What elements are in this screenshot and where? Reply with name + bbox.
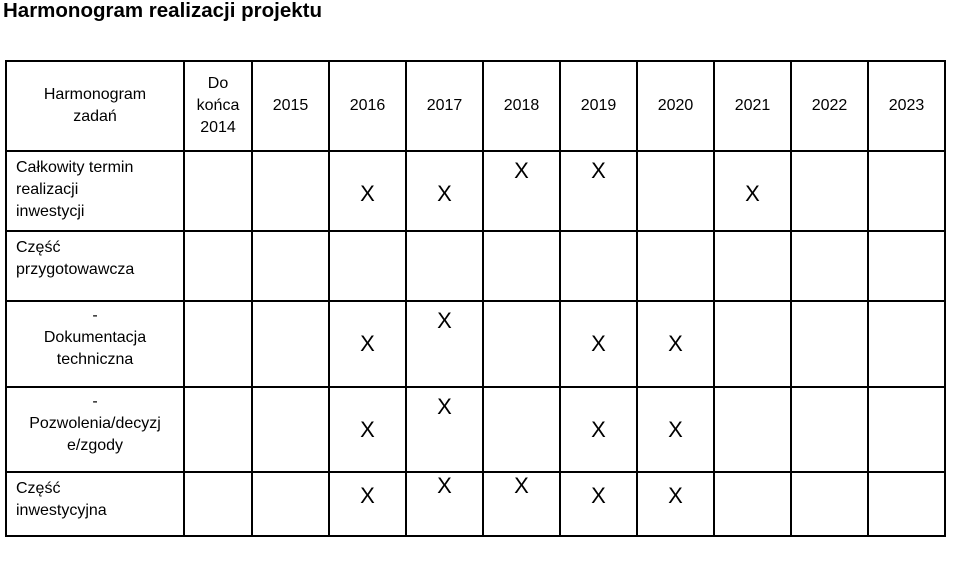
- year-label: 2015: [272, 97, 309, 114]
- schedule-cell: [253, 473, 330, 537]
- page-title: Harmonogram realizacji projektu: [3, 0, 322, 22]
- schedule-mark: X: [360, 181, 375, 206]
- schedule-mark: X: [591, 331, 606, 356]
- header-year: [792, 62, 869, 152]
- header-year: [715, 62, 792, 152]
- schedule-cell: [407, 232, 484, 302]
- schedule-mark: X: [591, 417, 606, 442]
- schedule-mark: X: [668, 483, 683, 508]
- schedule-cell: [330, 232, 407, 302]
- schedule-cell: [253, 302, 330, 388]
- schedule-cell: [407, 152, 484, 232]
- header-year: [330, 62, 407, 152]
- header-year: [638, 62, 715, 152]
- header-tasks-label: Harmonogram zadań: [43, 86, 147, 125]
- schedule-cell: [638, 473, 715, 537]
- schedule-mark: X: [668, 331, 683, 356]
- year-label: 2018: [503, 97, 540, 114]
- schedule-cell: [253, 388, 330, 473]
- schedule-cell: [638, 232, 715, 302]
- year-label: 2022: [811, 97, 848, 114]
- schedule-cell: [561, 473, 638, 537]
- schedule-mark: X: [591, 483, 606, 508]
- schedule-cell: [715, 388, 792, 473]
- row-label-total-term: Całkowity termin realizacji inwestycji: [7, 152, 185, 232]
- schedule-cell: [185, 302, 253, 388]
- schedule-cell: [638, 152, 715, 232]
- schedule-mark: X: [437, 473, 452, 498]
- header-year: [407, 62, 484, 152]
- schedule-cell: [561, 232, 638, 302]
- row-label-investment-part: Część inwestycyjna: [7, 473, 185, 537]
- schedule-cell: [715, 232, 792, 302]
- schedule-cell: [561, 302, 638, 388]
- schedule-cell: [715, 152, 792, 232]
- schedule-cell: [330, 152, 407, 232]
- schedule-cell: [185, 232, 253, 302]
- schedule-cell: [792, 302, 869, 388]
- header-year: [253, 62, 330, 152]
- schedule-cell: [638, 302, 715, 388]
- schedule-mark: X: [514, 473, 529, 498]
- year-label: 2016: [349, 97, 386, 114]
- header-until-label: Do końca 2014: [196, 75, 240, 136]
- schedule-cell: [869, 152, 946, 232]
- year-label: 2021: [734, 97, 771, 114]
- schedule-cell: [484, 152, 561, 232]
- year-label: 2020: [657, 97, 694, 114]
- schedule-cell: [185, 388, 253, 473]
- schedule-cell: [330, 388, 407, 473]
- schedule-cell: [869, 388, 946, 473]
- header-tasks: [7, 62, 185, 152]
- schedule-cell: [561, 388, 638, 473]
- schedule-mark: X: [437, 308, 452, 333]
- schedule-cell: [253, 152, 330, 232]
- schedule-cell: [869, 302, 946, 388]
- schedule-mark: X: [668, 417, 683, 442]
- row-label-preparatory-part: Część przygotowawcza: [7, 232, 185, 302]
- schedule-mark: X: [360, 483, 375, 508]
- schedule-mark: X: [437, 394, 452, 419]
- schedule-cell: [484, 388, 561, 473]
- schedule-mark: X: [360, 331, 375, 356]
- year-label: 2017: [426, 97, 463, 114]
- schedule-cell: [792, 473, 869, 537]
- schedule-cell: [407, 302, 484, 388]
- schedule-cell: [484, 232, 561, 302]
- year-label: 2019: [580, 97, 617, 114]
- year-label: 2023: [888, 97, 925, 114]
- schedule-cell: [407, 473, 484, 537]
- schedule-cell: [869, 232, 946, 302]
- row-label-permits-decisions: - Pozwolenia/decyzj e/zgody: [7, 388, 185, 473]
- schedule-mark: X: [360, 417, 375, 442]
- schedule-cell: [330, 473, 407, 537]
- schedule-cell: [484, 473, 561, 537]
- schedule-mark: X: [745, 181, 760, 206]
- schedule-cell: [792, 232, 869, 302]
- header-year: [484, 62, 561, 152]
- schedule-cell: [253, 232, 330, 302]
- header-year: [561, 62, 638, 152]
- schedule-cell: [715, 302, 792, 388]
- schedule-cell: [561, 152, 638, 232]
- schedule-mark: X: [591, 158, 606, 183]
- schedule-cell: [792, 152, 869, 232]
- schedule-cell: [792, 388, 869, 473]
- schedule-cell: [484, 302, 561, 388]
- row-label-technical-documentation: - Dokumentacja techniczna: [7, 302, 185, 388]
- schedule-cell: [715, 473, 792, 537]
- schedule-cell: [638, 388, 715, 473]
- schedule-table: [5, 60, 946, 537]
- schedule-cell: [185, 473, 253, 537]
- header-until-2014: [185, 62, 253, 152]
- schedule-cell: [869, 473, 946, 537]
- schedule-cell: [185, 152, 253, 232]
- schedule-mark: X: [514, 158, 529, 183]
- schedule-mark: X: [437, 181, 452, 206]
- header-year: [869, 62, 946, 152]
- schedule-cell: [330, 302, 407, 388]
- schedule-cell: [407, 388, 484, 473]
